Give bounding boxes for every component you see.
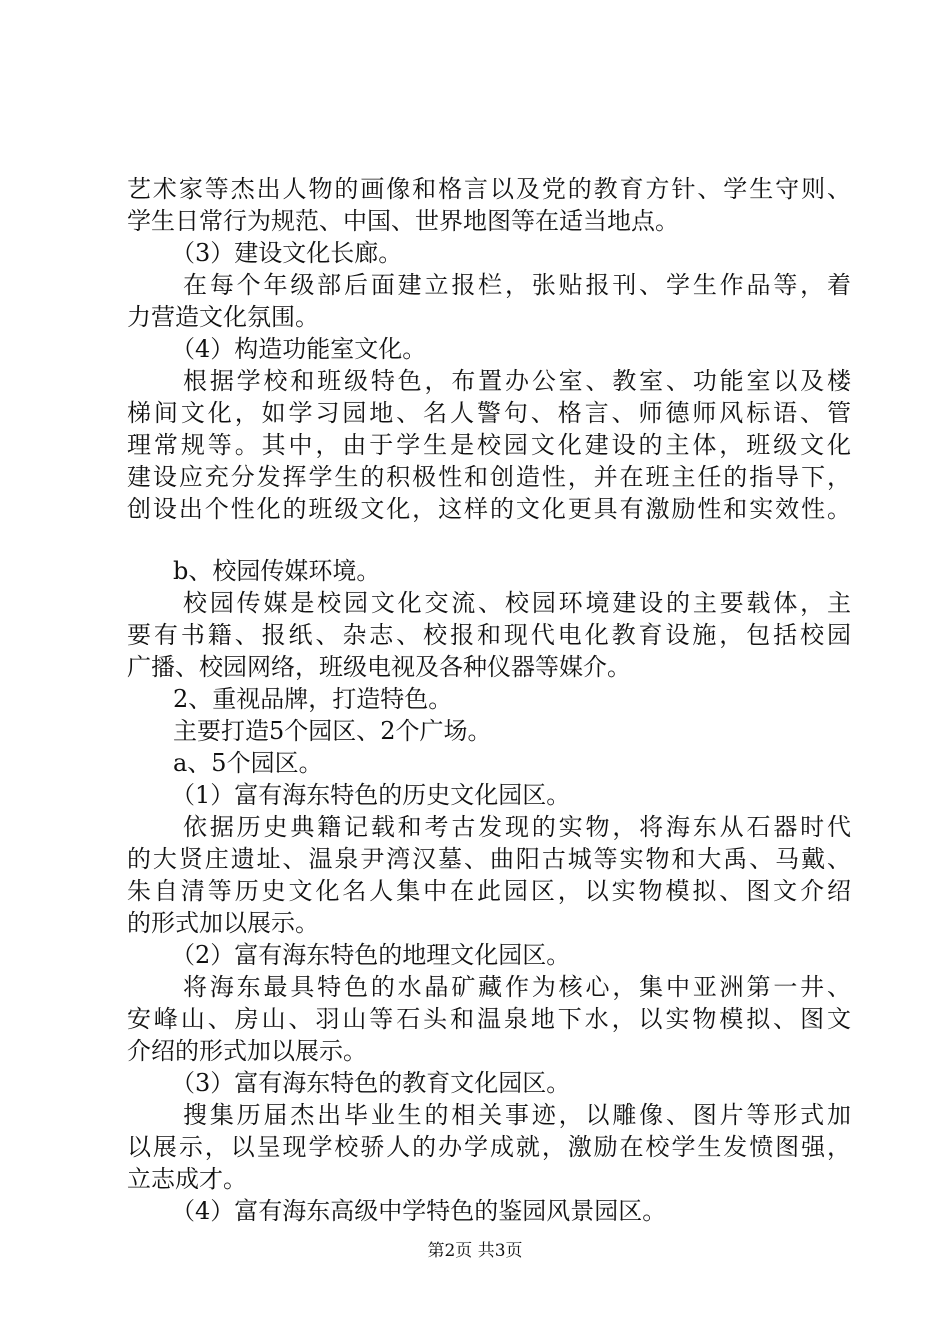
text-line-20: 依据历史典籍记载和考古发现的实物，将海东从石器时代 (183, 813, 851, 841)
text-line-22: 朱自清等历史文化名人集中在此园区，以实物模拟、图文介绍 (127, 877, 851, 905)
document-body (127, 173, 851, 1227)
page-number-footer: 第2页 共3页 (427, 1241, 523, 1261)
text-line-29: 搜集历届杰出毕业生的相关事迹，以雕像、图片等形式加 (183, 1101, 851, 1129)
text-line-21: 的大贤庄遗址、温泉尹湾汉墓、曲阳古城等实物和大禹、马戴、 (127, 845, 851, 873)
heading-cultural-corridor: （3）建设文化长廊。 (171, 239, 403, 267)
heading-function-room-culture: （4）构造功能室文化。 (171, 335, 427, 363)
text-line-30: 以展示，以呈现学校骄人的办学成就，激励在校学生发愤图强， (127, 1133, 851, 1161)
text-line-1: 艺术家等杰出人物的画像和格言以及党的教育方针、学生守则、 (127, 175, 851, 203)
text-line-9: 理常规等。其中，由于学生是校园文化建设的主体，班级文化 (127, 431, 851, 459)
text-line-31: 立志成才。 (127, 1165, 247, 1193)
paragraph-gap (127, 525, 851, 555)
heading-education-park: （3）富有海东特色的教育文化园区。 (171, 1069, 571, 1097)
text-line-15: 广播、校园网络，班级电视及各种仪器等媒介。 (127, 653, 631, 681)
text-line-2: 学生日常行为规范、中国、世界地图等在适当地点。 (127, 207, 679, 235)
text-line-5: 力营造文化氛围。 (127, 303, 319, 331)
heading-brand-feature: 2、重视品牌，打造特色。 (173, 685, 453, 713)
text-line-26: 安峰山、房山、羽山等石头和温泉地下水，以实物模拟、图文 (127, 1005, 851, 1033)
heading-geography-park: （2）富有海东特色的地理文化园区。 (171, 941, 571, 969)
heading-history-park: （1）富有海东特色的历史文化园区。 (171, 781, 571, 809)
heading-five-parks: a、5个园区。 (173, 749, 323, 777)
text-line-25: 将海东最具特色的水晶矿藏作为核心，集中亚洲第一井、 (183, 973, 851, 1001)
text-line-13: 校园传媒是校园文化交流、校园环境建设的主要载体，主 (183, 589, 851, 617)
heading-campus-media: b、校园传媒环境。 (173, 557, 381, 585)
text-line-11: 创设出个性化的班级文化，这样的文化更具有激励性和实效性。 (127, 495, 851, 523)
heading-scenic-park: （4）富有海东高级中学特色的鉴园风景园区。 (171, 1197, 667, 1225)
text-line-14: 要有书籍、报纸、杂志、校报和现代电化教育设施，包括校园 (127, 621, 851, 649)
text-line-4: 在每个年级部后面建立报栏，张贴报刊、学生作品等，着 (183, 271, 851, 299)
text-line-17: 主要打造5个园区、2个广场。 (173, 717, 492, 745)
text-line-23: 的形式加以展示。 (127, 909, 319, 937)
text-line-8: 梯间文化，如学习园地、名人警句、格言、师德师风标语、管 (127, 399, 851, 427)
text-line-7: 根据学校和班级特色，布置办公室、教室、功能室以及楼 (183, 367, 851, 395)
text-line-27: 介绍的形式加以展示。 (127, 1037, 367, 1065)
text-line-10: 建设应充分发挥学生的积极性和创造性，并在班主任的指导下， (127, 463, 851, 491)
